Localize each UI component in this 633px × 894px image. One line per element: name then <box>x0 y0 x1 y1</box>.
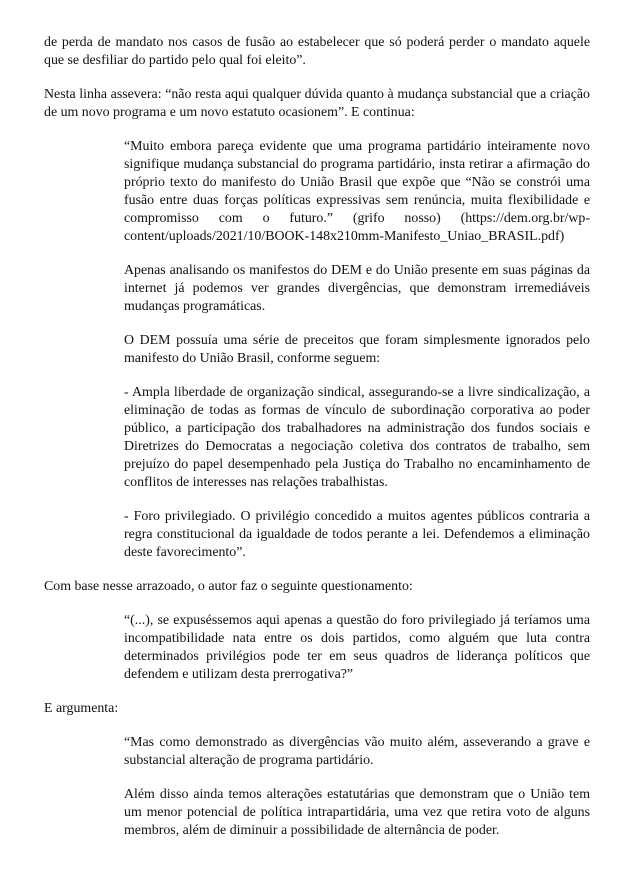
quote-programa-partidario: “Muito embora pareça evidente que uma programa partidário inteiramente novo signifique mudança substancial do programa partidário, insta retirar a afirmação do próprio texto do manifesto do União Brasil que expõe que “Não se constrói uma fusão entre duas forças políticas expressivas sem renúncia, muita flexibilidade e compromisso com o futuro.” (grifo nosso) (https://dem.org.br/wp-content/uploads/2021/10/BOOK-148x210mm-Manifesto_Uniao_BRASIL.pdf) <box>124 139 590 244</box>
block-quote-2 <box>124 612 590 684</box>
quote-alteracoes-estatutarias: Além disso ainda temos alterações estatutárias que demonstram que o União tem um menor potencial de política intrapartidária, uma vez que retira voto de alguns membros, além de diminuir a possibilidade de alternância de poder. <box>124 787 590 838</box>
quote-liberdade-sindical: - Ampla liberdade de organização sindical, assegurando-se a livre sindicalização, a eliminação de todas as formas de vínculo de subordinação corporativa ao poder público, a participação dos trabalhadores na administração dos fundos sociais e Diretrizes do Democratas a negociação coletiva dos contratos de trabalho, sem prejuízo do papel desempenhado pela Justiça do Trabalho no encaminhamento de conflitos de interesses nas relações trabalhistas. <box>124 385 590 490</box>
document-page <box>44 34 590 840</box>
quote-preceitos-dem: O DEM possuía uma série de preceitos que foram simplesmente ignorados pelo manifesto do União Brasil, conforme seguem: <box>124 333 590 366</box>
quote-incompatibilidade: “(...), se expuséssemos aqui apenas a questão do foro privilegiado já teríamos uma incompatibilidade nata entre os dois partidos, como alguém que luta contra determinados privilégios pode ter em seus quadros de liderança políticos que defendem e utilizam desta prerrogativa?” <box>124 613 590 682</box>
block-quote-3 <box>124 734 590 840</box>
paragraph-argumenta: E argumenta: <box>44 701 119 716</box>
quote-foro-privilegiado: - Foro privilegiado. O privilégio concedido a muitos agentes públicos contraria a regra constitucional da igualdade de todos perante a lei. Defendemos a eliminação deste favorecimento”. <box>124 509 590 560</box>
quote-manifestos: Apenas analisando os manifestos do DEM e do União presente em suas páginas da internet já podemos ver grandes divergências, que demonstram irremediáveis mudanças programáticas. <box>124 263 590 314</box>
block-quote-1 <box>124 138 590 562</box>
paragraph-nesta-linha: Nesta linha assevera: “não resta aqui qualquer dúvida quanto à mudança substancial que a criação de um novo programa e um novo estatuto ocasionem”. E continua: <box>44 87 590 120</box>
paragraph-questionamento: Com base nesse arrazoado, o autor faz o seguinte questionamento: <box>44 579 413 594</box>
quote-divergencias: “Mas como demonstrado as divergências vão muito além, asseverando a grave e substancial alteração de programa partidário. <box>124 735 590 768</box>
paragraph-fusion-mandate: de perda de mandato nos casos de fusão ao estabelecer que só poderá perder o mandato aquele que se desfiliar do partido pelo qual foi eleito”. <box>44 35 590 68</box>
